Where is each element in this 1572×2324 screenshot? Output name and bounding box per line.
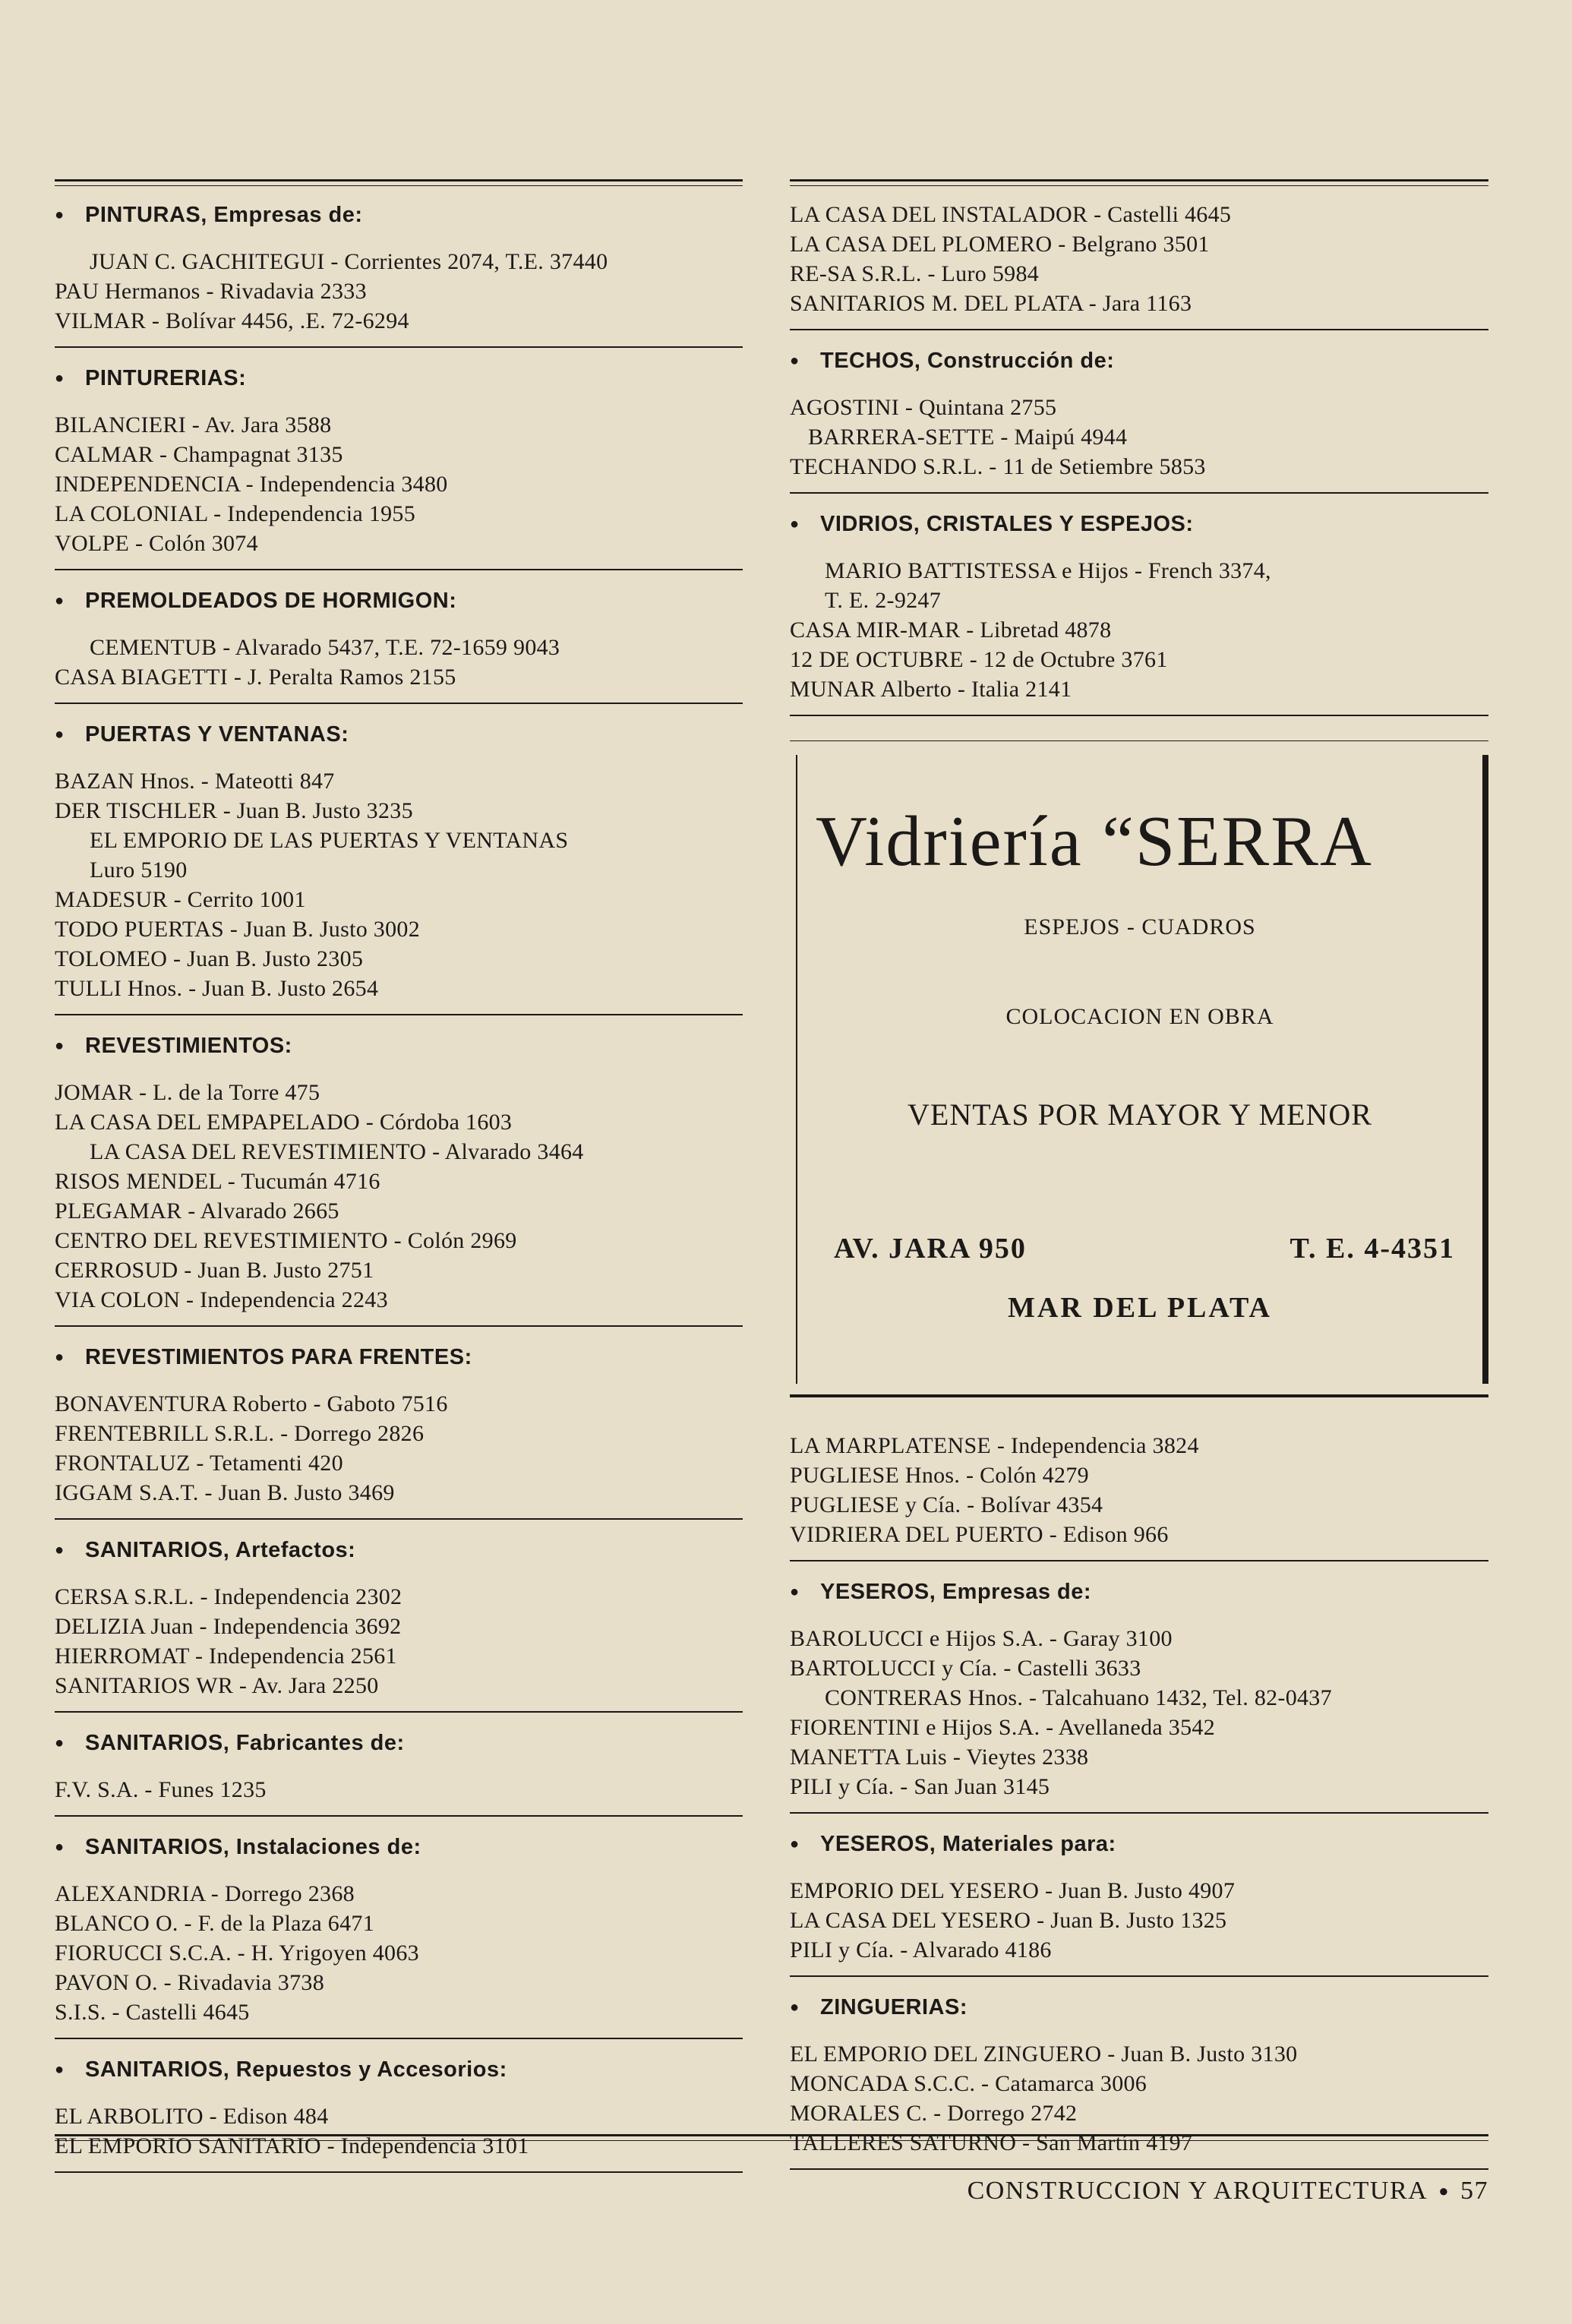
bullet-icon: ● xyxy=(790,1836,800,1852)
top-rule-left xyxy=(55,179,743,186)
bullet-icon: ● xyxy=(55,370,65,387)
section-heading-text: REVESTIMIENTOS PARA FRENTES: xyxy=(85,1345,472,1369)
bullet-icon: ● xyxy=(55,1542,65,1558)
page-number: 57 xyxy=(1460,2177,1488,2205)
ad-line-espejos: ESPEJOS - CUADROS xyxy=(1024,914,1256,939)
directory-entry: VILMAR - Bolívar 4456, .E. 72-6294 xyxy=(55,308,409,333)
directory-section xyxy=(55,719,743,1015)
section-heading xyxy=(55,200,743,230)
bullet-icon: ● xyxy=(55,1839,65,1855)
directory-entry: RE-SA S.R.L. - Luro 5984 xyxy=(790,261,1040,286)
vidrieria-serra-advertisement xyxy=(790,740,1488,1397)
directory-entry: SANITARIOS WR - Av. Jara 2250 xyxy=(55,1673,379,1698)
directory-entry: LA CASA DEL PLOMERO - Belgrano 3501 xyxy=(790,232,1210,257)
directory-section xyxy=(790,1992,1488,2170)
section-heading-text: PINTURERIAS: xyxy=(85,366,247,390)
section-heading xyxy=(55,1342,743,1372)
directory-entry: BAZAN Hnos. - Mateotti 847 xyxy=(55,769,335,794)
section-heading xyxy=(55,2054,743,2085)
left-sections xyxy=(55,200,743,2173)
section-heading xyxy=(790,509,1488,539)
directory-entry: BILANCIERI - Av. Jara 3588 xyxy=(55,412,332,437)
ad-line-colocacion: COLOCACION EN OBRA xyxy=(1005,1004,1274,1029)
section-heading-text: PINTURAS, Empresas de: xyxy=(85,203,363,227)
directory-entry: TULLI Hnos. - Juan B. Justo 2654 xyxy=(55,976,379,1001)
directory-entry: EMPORIO DEL YESERO - Juan B. Justo 4907 xyxy=(790,1878,1236,1903)
directory-section xyxy=(790,346,1488,494)
after-ad-list xyxy=(790,1431,1488,1561)
right-column xyxy=(790,179,1488,2185)
directory-entry: MARIO BATTISTESSA e Hijos - French 3374, xyxy=(825,558,1271,583)
section-heading-text: REVESTIMIENTOS: xyxy=(85,1034,292,1058)
directory-entry: MADESUR - Cerrito 1001 xyxy=(55,887,306,912)
directory-entry: TECHANDO S.R.L. - 11 de Setiembre 5853 xyxy=(790,454,1206,479)
directory-entry: EL ARBOLITO - Edison 484 xyxy=(55,2104,329,2129)
right-sections-after-ad xyxy=(790,1577,1488,2170)
directory-entry: CERROSUD - Juan B. Justo 2751 xyxy=(55,1258,374,1283)
bullet-icon: ● xyxy=(55,1735,65,1751)
directory-entry: MORALES C. - Dorrego 2742 xyxy=(790,2101,1078,2126)
bullet-icon: ● xyxy=(55,1349,65,1366)
directory-entry: T. E. 2-9247 xyxy=(825,588,942,613)
section-heading xyxy=(790,346,1488,376)
directory-entry: CONTRERAS Hnos. - Talcahuano 1432, Tel. 82-0437 xyxy=(825,1685,1332,1710)
directory-entry: PUGLIESE y Cía. - Bolívar 4354 xyxy=(790,1492,1103,1517)
section-heading-text: TECHOS, Construcción de: xyxy=(820,349,1115,373)
directory-entry: CASA MIR-MAR - Libretad 4878 xyxy=(790,617,1112,643)
directory-section xyxy=(55,1832,743,2039)
directory-entry: CEMENTUB - Alvarado 5437, T.E. 72-1659 9043 xyxy=(90,635,560,660)
section-heading xyxy=(790,1577,1488,1607)
directory-section xyxy=(790,1829,1488,1977)
ad-frame xyxy=(796,755,1488,1384)
bullet-icon: ● xyxy=(55,2061,65,2078)
directory-entry: FIORUCCI S.C.A. - H. Yrigoyen 4063 xyxy=(55,1940,419,1966)
section-heading-text: ZINGUERIAS: xyxy=(820,1995,968,2019)
directory-entry: CALMAR - Champagnat 3135 xyxy=(55,442,343,467)
directory-entry: VIDRIERA DEL PUERTO - Edison 966 xyxy=(790,1522,1169,1547)
directory-entry: MONCADA S.C.C. - Catamarca 3006 xyxy=(790,2071,1147,2096)
directory-entry: FRENTEBRILL S.R.L. - Dorrego 2826 xyxy=(55,1421,425,1446)
directory-entry: MANETTA Luis - Vieytes 2338 xyxy=(790,1745,1089,1770)
bullet-icon: ● xyxy=(790,352,800,369)
section-heading-text: SANITARIOS, Repuestos y Accesorios: xyxy=(85,2057,507,2082)
directory-entry: ALEXANDRIA - Dorrego 2368 xyxy=(55,1881,355,1906)
directory-section xyxy=(55,2054,743,2173)
directory-entry: PAU Hermanos - Rivadavia 2333 xyxy=(55,279,367,304)
publication-name: CONSTRUCCION Y ARQUITECTURA xyxy=(967,2177,1428,2205)
ad-phone: T. E. 4-4351 xyxy=(1289,1233,1455,1265)
directory-entry: AGOSTINI - Quintana 2755 xyxy=(790,395,1057,420)
directory-section xyxy=(55,363,743,570)
right-top-list xyxy=(790,200,1488,330)
section-heading-text: SANITARIOS, Instalaciones de: xyxy=(85,1835,421,1859)
directory-section xyxy=(790,1577,1488,1814)
directory-entry: PLEGAMAR - Alvarado 2665 xyxy=(55,1198,339,1224)
directory-entry: VOLPE - Colón 3074 xyxy=(55,531,258,556)
directory-entry: LA CASA DEL YESERO - Juan B. Justo 1325 xyxy=(790,1908,1227,1933)
directory-entry: 12 DE OCTUBRE - 12 de Octubre 3761 xyxy=(790,647,1168,672)
directory-entry: CERSA S.R.L. - Independencia 2302 xyxy=(55,1584,402,1609)
directory-entry: DER TISCHLER - Juan B. Justo 3235 xyxy=(55,798,413,823)
directory-entry: SANITARIOS M. DEL PLATA - Jara 1163 xyxy=(790,291,1192,316)
page-footer xyxy=(968,2177,1488,2206)
section-heading-text: YESEROS, Materiales para: xyxy=(820,1832,1116,1856)
right-sections xyxy=(790,346,1488,716)
directory-entry: BAROLUCCI e Hijos S.A. - Garay 3100 xyxy=(790,1626,1173,1651)
directory-entry: PUGLIESE Hnos. - Colón 4279 xyxy=(790,1463,1089,1488)
directory-entry: LA COLONIAL - Independencia 1955 xyxy=(55,501,416,526)
directory-entry: HIERROMAT - Independencia 2561 xyxy=(55,1644,397,1669)
directory-entry: BARTOLUCCI y Cía. - Castelli 3633 xyxy=(790,1656,1141,1681)
section-heading xyxy=(55,363,743,393)
section-heading-text: SANITARIOS, Fabricantes de: xyxy=(85,1731,405,1755)
directory-entry: BARRERA-SETTE - Maipú 4944 xyxy=(808,425,1128,450)
directory-entry: S.I.S. - Castelli 4645 xyxy=(55,2000,250,2025)
directory-entry: JOMAR - L. de la Torre 475 xyxy=(55,1080,320,1105)
directory-section xyxy=(55,1031,743,1327)
section-heading xyxy=(790,1829,1488,1859)
directory-entry: LA CASA DEL INSTALADOR - Castelli 4645 xyxy=(790,202,1232,227)
ad-title: Vidriería “SERRA xyxy=(816,802,1373,881)
left-column xyxy=(55,179,743,2188)
directory-section xyxy=(55,1342,743,1520)
section-heading xyxy=(55,719,743,750)
ad-city: MAR DEL PLATA xyxy=(1008,1292,1272,1324)
directory-entry: BLANCO O. - F. de la Plaza 6471 xyxy=(55,1911,375,1936)
directory-entry: PILI y Cía. - San Juan 3145 xyxy=(790,1774,1050,1799)
directory-section xyxy=(55,200,743,348)
section-heading xyxy=(55,1728,743,1758)
bullet-icon: ● xyxy=(55,1037,65,1054)
section-heading-text: VIDRIOS, CRISTALES Y ESPEJOS: xyxy=(820,512,1194,536)
section-heading xyxy=(55,586,743,616)
directory-entry: PAVON O. - Rivadavia 3738 xyxy=(55,1970,325,1995)
directory-entry: EL EMPORIO DEL ZINGUERO - Juan B. Justo 3130 xyxy=(790,2041,1298,2067)
directory-entry: F.V. S.A. - Funes 1235 xyxy=(55,1777,267,1802)
section-heading-text: PUERTAS Y VENTANAS: xyxy=(85,722,349,747)
directory-section xyxy=(55,586,743,704)
directory-section xyxy=(790,509,1488,716)
bullet-icon: ● xyxy=(55,592,65,609)
bottom-rule xyxy=(55,2134,1488,2141)
directory-entry: INDEPENDENCIA - Independencia 3480 xyxy=(55,472,448,497)
section-heading-text: YESEROS, Empresas de: xyxy=(820,1580,1092,1604)
directory-section xyxy=(55,1728,743,1817)
bullet-icon: ● xyxy=(790,1999,800,2016)
ad-line-ventas: VENTAS POR MAYOR Y MENOR xyxy=(908,1097,1372,1132)
section-heading xyxy=(55,1031,743,1061)
directory-entry: FIORENTINI e Hijos S.A. - Avellaneda 3542 xyxy=(790,1715,1215,1740)
directory-entry: BONAVENTURA Roberto - Gaboto 7516 xyxy=(55,1391,448,1416)
directory-entry: CENTRO DEL REVESTIMIENTO - Colón 2969 xyxy=(55,1228,517,1253)
directory-entry: EL EMPORIO SANITARIO - Independencia 3101 xyxy=(55,2133,529,2158)
directory-entry: TALLERES SATURNO - San Martín 4197 xyxy=(790,2130,1193,2155)
directory-entry: TOLOMEO - Juan B. Justo 2305 xyxy=(55,946,364,971)
section-heading-text: PREMOLDEADOS DE HORMIGON: xyxy=(85,589,457,613)
directory-entry: RISOS MENDEL - Tucumán 4716 xyxy=(55,1169,380,1194)
directory-entry: LA CASA DEL EMPAPELADO - Córdoba 1603 xyxy=(55,1110,513,1135)
section-heading xyxy=(55,1535,743,1565)
section-heading-text: SANITARIOS, Artefactos: xyxy=(85,1538,356,1562)
directory-entry: FRONTALUZ - Tetamenti 420 xyxy=(55,1451,343,1476)
section-heading xyxy=(55,1832,743,1862)
directory-section xyxy=(55,1535,743,1713)
directory-entry: LA MARPLATENSE - Independencia 3824 xyxy=(790,1433,1199,1458)
bullet-icon: ● xyxy=(55,726,65,743)
bullet-icon: ● xyxy=(790,516,800,532)
bullet-icon: ● xyxy=(790,1584,800,1600)
directory-entry: IGGAM S.A.T. - Juan B. Justo 3469 xyxy=(55,1480,395,1505)
top-rule-right xyxy=(790,179,1488,186)
section-heading xyxy=(790,1992,1488,2022)
directory-entry: Luro 5190 xyxy=(90,857,188,883)
directory-entry: LA CASA DEL REVESTIMIENTO - Alvarado 3464 xyxy=(90,1139,584,1164)
bullet-icon: ● xyxy=(55,207,65,223)
directory-entry: DELIZIA Juan - Independencia 3692 xyxy=(55,1614,402,1639)
directory-entry: MUNAR Alberto - Italia 2141 xyxy=(790,677,1072,702)
directory-entry: JUAN C. GACHITEGUI - Corrientes 2074, T.E. 37440 xyxy=(90,249,608,274)
directory-entry: CASA BIAGETTI - J. Peralta Ramos 2155 xyxy=(55,665,456,690)
bullet-icon: ● xyxy=(1438,2181,1450,2200)
directory-entry: PILI y Cía. - Alvarado 4186 xyxy=(790,1937,1052,1962)
directory-entry: TODO PUERTAS - Juan B. Justo 3002 xyxy=(55,917,421,942)
ad-address: AV. JARA 950 xyxy=(834,1233,1027,1265)
directory-entry: VIA COLON - Independencia 2243 xyxy=(55,1287,388,1312)
directory-entry: EL EMPORIO DE LAS PUERTAS Y VENTANAS xyxy=(90,828,569,853)
